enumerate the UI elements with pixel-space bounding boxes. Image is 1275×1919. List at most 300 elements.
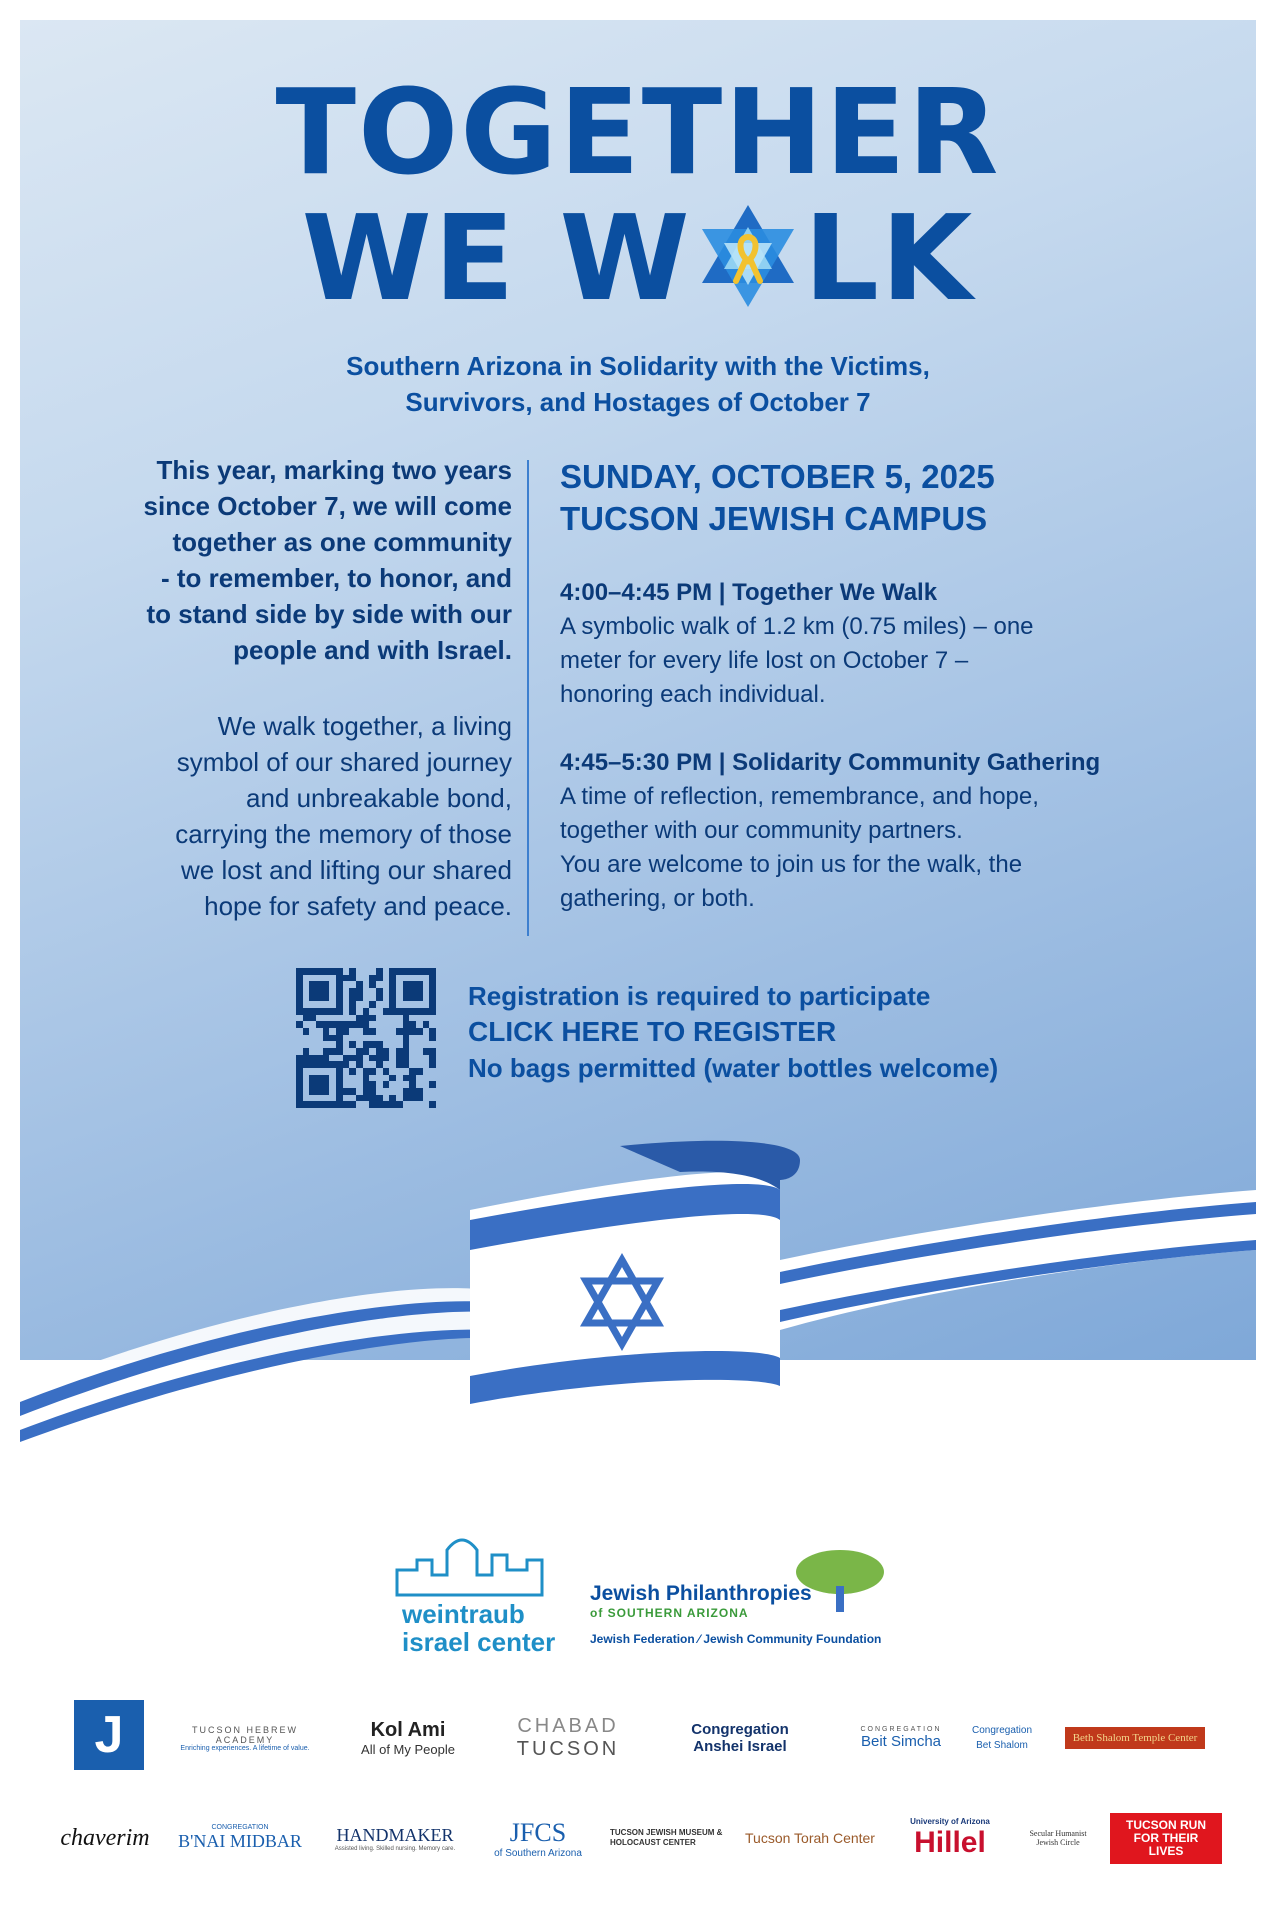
qr-module	[316, 1081, 323, 1088]
register-link[interactable]: CLICK HERE TO REGISTER	[468, 1016, 837, 1047]
qr-module	[409, 1088, 416, 1095]
qr-module	[329, 1101, 336, 1108]
qr-module	[329, 1035, 336, 1042]
qr-module	[356, 981, 363, 988]
qr-module	[416, 1055, 423, 1062]
qr-module	[303, 975, 310, 982]
qr-module	[363, 1101, 370, 1108]
qr-module	[429, 1048, 436, 1055]
qr-module	[336, 1081, 343, 1088]
bnai-midbar-line-1: CONGREGATION	[211, 1824, 269, 1831]
qr-module	[376, 1041, 383, 1048]
qr-module	[429, 1035, 436, 1042]
qr-module	[423, 1041, 430, 1048]
qr-module	[343, 988, 350, 995]
qr-module	[303, 981, 310, 988]
intro-line: hope for safety and peace.	[204, 891, 512, 921]
qr-module	[303, 1055, 310, 1062]
qr-module	[429, 1055, 436, 1062]
handmaker-logo	[320, 1800, 470, 1876]
qr-module	[296, 988, 303, 995]
qr-module	[429, 1088, 436, 1095]
qr-module	[336, 1021, 343, 1028]
registration-qr-code[interactable]	[296, 968, 436, 1108]
qr-module	[403, 1001, 410, 1008]
qr-module	[356, 968, 363, 975]
qr-module	[416, 1095, 423, 1102]
qr-module	[423, 981, 430, 988]
qr-module	[429, 1015, 436, 1022]
qr-module	[376, 1095, 383, 1102]
qr-module	[409, 1081, 416, 1088]
qr-module	[363, 1041, 370, 1048]
qr-module	[356, 1101, 363, 1108]
qr-module	[329, 1095, 336, 1102]
qr-module	[389, 1088, 396, 1095]
subtitle	[20, 348, 1256, 420]
qr-module	[363, 1088, 370, 1095]
qr-module	[403, 1088, 410, 1095]
qr-module	[329, 1008, 336, 1015]
qr-module	[316, 1041, 323, 1048]
qr-module	[423, 1001, 430, 1008]
qr-module	[383, 975, 390, 982]
intro-bold-line: This year, marking two years	[156, 455, 512, 485]
qr-module	[369, 1061, 376, 1068]
qr-module	[369, 1101, 376, 1108]
qr-module	[296, 1081, 303, 1088]
qr-module	[376, 1101, 383, 1108]
qr-module	[403, 1008, 410, 1015]
qr-module	[403, 988, 410, 995]
qr-module	[403, 1035, 410, 1042]
tha-name: TUCSON HEBREW ACADEMY	[191, 1724, 298, 1745]
qr-module	[389, 1048, 396, 1055]
intro-bold-paragraph	[90, 452, 512, 668]
qr-module	[303, 995, 310, 1002]
qr-module	[349, 1041, 356, 1048]
jp-subtitle: of SOUTHERN ARIZONA	[590, 1606, 749, 1620]
title-line-2-part-b: LK	[803, 189, 975, 327]
qr-module	[423, 1095, 430, 1102]
qr-module	[396, 988, 403, 995]
qr-module	[363, 1015, 370, 1022]
qr-module	[383, 1008, 390, 1015]
qr-module	[396, 968, 403, 975]
qr-module	[303, 1028, 310, 1035]
qr-module	[303, 1101, 310, 1108]
qr-module	[416, 1008, 423, 1015]
qr-module	[303, 1061, 310, 1068]
qr-module	[403, 1068, 410, 1075]
qr-module	[363, 1068, 370, 1075]
qr-module	[303, 968, 310, 975]
qr-module	[356, 1061, 363, 1068]
qr-module	[369, 995, 376, 1002]
qr-module	[356, 1028, 363, 1035]
qr-module	[396, 1061, 403, 1068]
qr-module	[423, 1055, 430, 1062]
bags-note: No bags permitted (water bottles welcome)	[468, 1053, 999, 1083]
schedule-item-1-line: A symbolic walk of 1.2 km (0.75 miles) – one	[560, 613, 1034, 640]
qr-module	[296, 1061, 303, 1068]
qr-module	[296, 981, 303, 988]
qr-module	[416, 1101, 423, 1108]
qr-module	[316, 995, 323, 1002]
qr-module	[409, 1028, 416, 1035]
qr-module	[429, 1101, 436, 1108]
qr-module	[423, 1101, 430, 1108]
qr-module	[356, 1048, 363, 1055]
qr-module	[356, 1055, 363, 1062]
qr-module	[403, 975, 410, 982]
qr-module	[416, 981, 423, 988]
qr-module	[316, 1075, 323, 1082]
qr-module	[323, 1095, 330, 1102]
qr-module	[369, 1028, 376, 1035]
qr-module	[329, 1041, 336, 1048]
secular-humanist-name: Secular Humanist Jewish Circle	[1029, 1829, 1087, 1847]
qr-module	[383, 1041, 390, 1048]
qr-module	[403, 995, 410, 1002]
qr-module	[396, 981, 403, 988]
event-location: TUCSON JEWISH CAMPUS	[560, 500, 988, 537]
qr-module	[336, 1008, 343, 1015]
partner-logos-row-2	[20, 1800, 1256, 1880]
qr-module	[429, 988, 436, 995]
qr-module	[389, 1021, 396, 1028]
qr-module	[356, 1015, 363, 1022]
qr-module	[423, 1088, 430, 1095]
tha-tagline: Enriching experiences. A lifetime of value.	[180, 1744, 310, 1752]
qr-module	[329, 981, 336, 988]
schedule-item-1-title: 4:00–4:45 PM | Together We Walk	[560, 579, 938, 606]
qr-module	[309, 975, 316, 982]
qr-module	[403, 1015, 410, 1022]
star-of-david-ribbon-icon	[692, 201, 804, 311]
qr-module	[383, 1028, 390, 1035]
qr-module	[349, 1075, 356, 1082]
qr-module	[423, 988, 430, 995]
qr-module	[376, 981, 383, 988]
qr-module	[336, 1015, 343, 1022]
qr-module	[363, 981, 370, 988]
qr-module	[396, 1021, 403, 1028]
qr-module	[403, 981, 410, 988]
qr-module	[396, 1008, 403, 1015]
qr-module	[356, 995, 363, 1002]
qr-module	[309, 1028, 316, 1035]
qr-module	[423, 1061, 430, 1068]
qr-module	[343, 1075, 350, 1082]
qr-module	[429, 1041, 436, 1048]
qr-module	[303, 1021, 310, 1028]
museum-name: TUCSON JEWISH MUSEUM & HOLOCAUST CENTER	[610, 1828, 723, 1847]
weintraub-israel-center-logo	[382, 1530, 562, 1660]
qr-module	[349, 975, 356, 982]
qr-module	[329, 1088, 336, 1095]
qr-module	[383, 1101, 390, 1108]
qr-module	[376, 988, 383, 995]
qr-module	[423, 1075, 430, 1082]
hillel-logo	[890, 1800, 1010, 1876]
chaverim-name: chaverim	[60, 1824, 150, 1851]
qr-module	[336, 1068, 343, 1075]
qr-module	[389, 995, 396, 1002]
qr-module	[336, 1101, 343, 1108]
qr-module	[303, 1015, 310, 1022]
qr-module	[383, 1088, 390, 1095]
qr-module	[423, 1081, 430, 1088]
kol-ami-logo	[338, 1700, 478, 1776]
chabad-city: TUCSON	[516, 1738, 620, 1760]
qr-module	[383, 981, 390, 988]
qr-module	[383, 995, 390, 1002]
qr-module	[363, 1001, 370, 1008]
qr-module	[316, 1008, 323, 1015]
qr-module	[369, 1001, 376, 1008]
qr-module	[356, 1035, 363, 1042]
qr-module	[323, 1021, 330, 1028]
qr-module	[376, 975, 383, 982]
schedule-item-2-line: together with our community partners.	[560, 817, 963, 844]
qr-module	[403, 1075, 410, 1082]
title-line-1: TOGETHER	[275, 63, 1001, 201]
qr-module	[429, 968, 436, 975]
qr-module	[389, 1028, 396, 1035]
intro-bold-line: to stand side by side with our	[146, 599, 512, 629]
schedule-item-1-line: meter for every life lost on October 7 –	[560, 647, 969, 674]
qr-module	[296, 968, 303, 975]
qr-module	[296, 1035, 303, 1042]
intro-bold-line: people and with Israel.	[233, 635, 512, 665]
qr-module	[403, 1048, 410, 1055]
qr-module	[429, 1021, 436, 1028]
qr-module	[303, 1001, 310, 1008]
qr-module	[296, 1088, 303, 1095]
qr-module	[349, 1061, 356, 1068]
qr-module	[396, 995, 403, 1002]
qr-module	[336, 995, 343, 1002]
qr-module	[363, 1008, 370, 1015]
qr-module	[349, 995, 356, 1002]
qr-module	[356, 1081, 363, 1088]
qr-module	[303, 1035, 310, 1042]
qr-module	[416, 1015, 423, 1022]
qr-module	[369, 1035, 376, 1042]
qr-module	[416, 1001, 423, 1008]
qr-module	[309, 1061, 316, 1068]
qr-module	[323, 1001, 330, 1008]
subtitle-line-2: Survivors, and Hostages of October 7	[405, 387, 871, 417]
qr-module	[309, 1088, 316, 1095]
hillel-line-1: University of Arizona	[910, 1816, 990, 1826]
qr-module	[296, 1015, 303, 1022]
qr-module	[396, 1035, 403, 1042]
jfcs-tagline: of Southern Arizona	[494, 1847, 582, 1859]
qr-module	[329, 1068, 336, 1075]
qr-module	[343, 1068, 350, 1075]
qr-module	[323, 1041, 330, 1048]
qr-module	[329, 1055, 336, 1062]
anshei-line-1: Congregation	[691, 1721, 789, 1738]
qr-module	[396, 975, 403, 982]
qr-module	[309, 1081, 316, 1088]
qr-module	[383, 1068, 390, 1075]
qr-module	[336, 1028, 343, 1035]
anshei-line-2: Anshei Israel	[693, 1738, 787, 1755]
qr-module	[389, 1055, 396, 1062]
registration-block	[468, 978, 998, 1086]
qr-module	[403, 1028, 410, 1035]
qr-module	[416, 1081, 423, 1088]
beth-shalom-temple-center-logo	[1050, 1700, 1220, 1776]
partner-logos-row-1	[20, 1700, 1256, 1780]
qr-module	[309, 1041, 316, 1048]
beit-simcha-line-2: Beit Simcha	[860, 1733, 942, 1750]
weintraub-line-1: weintraub	[402, 1599, 525, 1629]
qr-module	[376, 1035, 383, 1042]
event-details-column	[560, 456, 1240, 916]
qr-module	[323, 1101, 330, 1108]
schedule-item-2-line: A time of reflection, remembrance, and hope,	[560, 783, 1039, 810]
qr-module	[316, 988, 323, 995]
bet-shalom-line-2: Bet Shalom	[976, 1740, 1028, 1751]
qr-module	[396, 1048, 403, 1055]
qr-module	[383, 1021, 390, 1028]
qr-module	[409, 1021, 416, 1028]
qr-module	[363, 1035, 370, 1042]
qr-module	[383, 1095, 390, 1102]
qr-module	[349, 1095, 356, 1102]
qr-module	[396, 1081, 403, 1088]
qr-module	[403, 1021, 410, 1028]
qr-module	[349, 1068, 356, 1075]
qr-module	[409, 1101, 416, 1108]
qr-module	[296, 975, 303, 982]
qr-module	[309, 981, 316, 988]
title-line-2	[20, 189, 1256, 327]
qr-module	[356, 975, 363, 982]
qr-module	[409, 1048, 416, 1055]
qr-module	[423, 1048, 430, 1055]
qr-module	[303, 988, 310, 995]
qr-module	[389, 1008, 396, 1015]
beth-shalom-name: Beth Shalom Temple Center	[1065, 1727, 1206, 1749]
qr-module	[343, 1035, 350, 1042]
title-line-2-part-a: WE W	[301, 189, 692, 327]
qr-module	[343, 1081, 350, 1088]
qr-module	[336, 1075, 343, 1082]
qr-module	[336, 1088, 343, 1095]
qr-module	[296, 1101, 303, 1108]
qr-module	[349, 1101, 356, 1108]
qr-module	[383, 1081, 390, 1088]
qr-module	[323, 1068, 330, 1075]
qr-module	[403, 1101, 410, 1108]
qr-module	[349, 1055, 356, 1062]
qr-module	[389, 1035, 396, 1042]
qr-module	[356, 1068, 363, 1075]
qr-module	[363, 1075, 370, 1082]
qr-module	[369, 1021, 376, 1028]
qr-module	[363, 1055, 370, 1062]
qr-module	[323, 968, 330, 975]
qr-module	[336, 1035, 343, 1042]
qr-module	[296, 1095, 303, 1102]
qr-module	[383, 1061, 390, 1068]
qr-module	[316, 1068, 323, 1075]
weintraub-line-2: israel center	[402, 1627, 556, 1657]
qr-module	[409, 1008, 416, 1015]
beit-simcha-line-1: CONGREGATION	[860, 1726, 942, 1733]
qr-module	[336, 981, 343, 988]
qr-module	[376, 1001, 383, 1008]
qr-module	[409, 1075, 416, 1082]
qr-module	[296, 1001, 303, 1008]
jewish-philanthropies-logo	[590, 1546, 890, 1656]
kol-ami-tagline: All of My People	[361, 1742, 455, 1757]
qr-module	[369, 1088, 376, 1095]
qr-module	[349, 1088, 356, 1095]
qr-module	[429, 1075, 436, 1082]
qr-module	[403, 1041, 410, 1048]
qr-module	[383, 1015, 390, 1022]
qr-module	[423, 1035, 430, 1042]
beit-simcha-logo	[846, 1700, 956, 1776]
qr-module	[309, 988, 316, 995]
qr-module	[303, 1095, 310, 1102]
qr-module	[376, 1015, 383, 1022]
schedule-item-2-title: 4:45–5:30 PM | Solidarity Community Gathering	[560, 749, 1101, 776]
registration-required-text: Registration is required to participate	[468, 981, 931, 1011]
qr-module	[416, 1075, 423, 1082]
qr-module	[323, 1035, 330, 1042]
qr-module	[329, 1015, 336, 1022]
secular-humanist-logo	[1018, 1800, 1098, 1876]
qr-module	[309, 1055, 316, 1062]
qr-module	[369, 1081, 376, 1088]
qr-module	[316, 1055, 323, 1062]
qr-module	[329, 1021, 336, 1028]
qr-module	[423, 1068, 430, 1075]
qr-module	[356, 988, 363, 995]
intro-line: and unbreakable bond,	[245, 783, 512, 813]
bnai-midbar-line-2: B'NAI MIDBAR	[178, 1831, 302, 1851]
qr-module	[296, 1021, 303, 1028]
qr-module	[416, 988, 423, 995]
qr-module	[343, 1021, 350, 1028]
qr-module	[356, 1041, 363, 1048]
qr-module	[369, 1015, 376, 1022]
qr-module	[296, 1048, 303, 1055]
qr-module	[409, 975, 416, 982]
qr-module	[343, 1028, 350, 1035]
qr-module	[429, 1095, 436, 1102]
qr-module	[343, 968, 350, 975]
qr-module	[309, 1095, 316, 1102]
qr-module	[309, 1068, 316, 1075]
schedule-item-1-line: honoring each individual.	[560, 681, 826, 708]
qr-module	[416, 1028, 423, 1035]
intro-line: we lost and lifting our shared	[181, 855, 512, 885]
qr-module	[309, 968, 316, 975]
qr-module	[349, 981, 356, 988]
qr-module	[389, 1095, 396, 1102]
qr-module	[409, 1055, 416, 1062]
qr-module	[396, 1055, 403, 1062]
qr-module	[369, 1048, 376, 1055]
